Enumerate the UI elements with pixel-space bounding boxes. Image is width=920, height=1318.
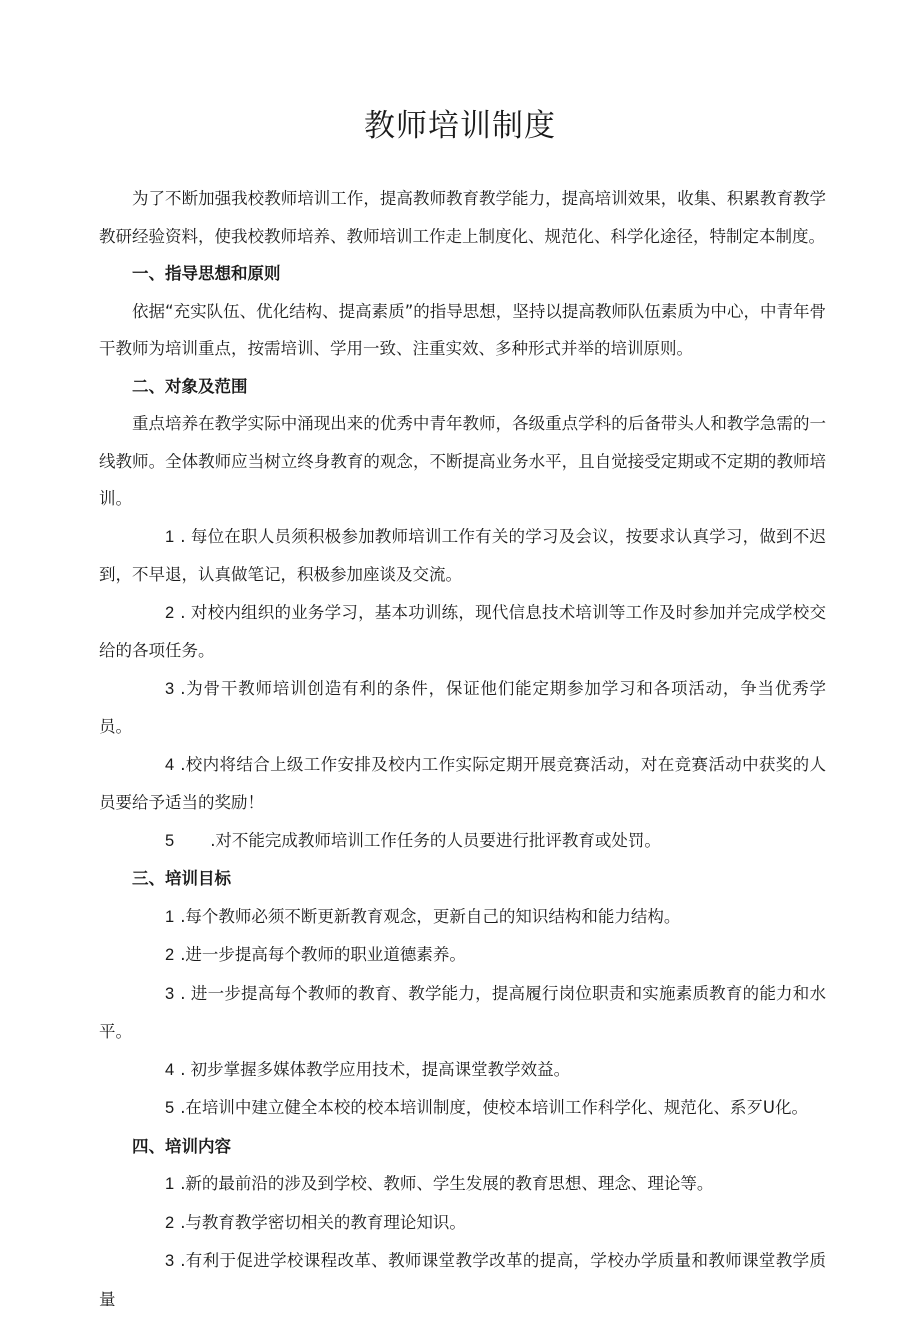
list-item: [99, 1089, 826, 1128]
section-heading-1: 一、指导思想和原则: [132, 264, 281, 283]
item-text: .每个教师必须不断更新教育观念，更新自己的知识结构和能力结构。: [180, 906, 681, 926]
item-number: 1: [165, 527, 175, 546]
item-text: .在培训中建立健全本校的校本培训制度，使校本培训工作科学化、规范化、系歹U化。: [180, 1098, 809, 1117]
item-number: 3: [165, 984, 175, 1003]
item-text: .新的最前沿的涉及到学校、教师、学生发展的教育思想、理念、理论等。: [180, 1174, 714, 1193]
list-item: [99, 746, 826, 822]
item-text: . 进一步提高每个教师的教育、教学能力，提高履行岗位职责和实施素质教育的能力和水平。: [99, 983, 826, 1041]
item-number: 5: [165, 831, 175, 850]
list-item: [99, 822, 826, 861]
item-text: . 每位在职人员须积极参加教师培训工作有关的学习及会议，按要求认真学习，做到不迟到，不早退，认真做笔记，积极参加座谈及交流。: [99, 526, 826, 584]
list-item: [99, 1204, 826, 1243]
item-text: .有利于促进学校课程改革、教师课堂教学改革的提高，学校办学质量和教师课堂教学质量: [99, 1251, 826, 1309]
item-number: 2: [165, 946, 175, 964]
list-item: [99, 1051, 826, 1090]
item-text: . 初步掌握多媒体教学应用技术，提高课堂教学效益。: [180, 1059, 571, 1079]
item-number: 1: [165, 907, 175, 926]
item-number: 1: [165, 1175, 175, 1193]
page-title: 教师培训制度: [364, 108, 556, 144]
item-text: .为骨干教师培训创造有利的条件，保证他们能定期参加学习和各项活动，争当优秀学员。: [99, 678, 826, 736]
section-paragraph-2: 重点培养在教学实际中涌现出来的优秀中青年教师，各级重点学科的后备带头人和教学急需的一线教师。全体教师应当树立终身教育的观念，不断提高业务水平，且自觉接受定期或不定期的教师培训。: [99, 414, 826, 508]
section-heading-4: 四、培训内容: [132, 1136, 231, 1156]
list-item: [99, 670, 826, 746]
item-number: 3: [165, 1252, 175, 1270]
intro-paragraph: 为了不断加强我校教师培训工作，提高教师教育教学能力，提高培训效果，收集、积累教育教学教研经验资料，使我校教师培养、教师培训工作走上制度化、规范化、科学化途径，特制定本制度。: [99, 189, 826, 246]
list-item: [99, 518, 826, 594]
list-item: [99, 975, 826, 1051]
item-number: 3: [165, 679, 175, 698]
item-text: .与教育教学密切相关的教育理论知识。: [180, 1212, 466, 1232]
document-body: [99, 180, 826, 1318]
item-number: 4: [165, 1060, 175, 1079]
list-item: [99, 898, 826, 937]
section-paragraph-1: 依据“充实队伍、优化结构、提高素质”的指导思想，坚持以提高教师队伍素质为中心，中青年骨干教师为培训重点，按需培训、学用一致、注重实效、多种形式并举的培训原则。: [99, 301, 826, 358]
item-text: . 对校内组织的业务学习，基本功训练，现代信息技术培训等工作及时参加并完成学校交给的各项任务。: [99, 602, 826, 660]
list-item: [99, 1165, 826, 1204]
item-number: 2: [165, 603, 175, 622]
item-number: 5: [165, 1099, 175, 1117]
item-text: .校内将结合上级工作安排及校内工作实际定期开展竞赛活动，对在竞赛活动中获奖的人员要给予适当的奖励！: [99, 754, 826, 812]
list-item: [99, 1242, 826, 1318]
section-heading-3: 三、培训目标: [132, 869, 231, 888]
section-heading-2: 二、对象及范围: [132, 376, 248, 396]
list-item: [99, 936, 826, 975]
item-text: .对不能完成教师培训工作任务的人员要进行批评教育或处罚。: [210, 830, 661, 850]
item-number: 2: [165, 1213, 175, 1232]
item-number: 4: [165, 755, 175, 774]
list-item: [99, 594, 826, 670]
item-text: .进一步提高每个教师的职业道德素养。: [180, 945, 466, 964]
